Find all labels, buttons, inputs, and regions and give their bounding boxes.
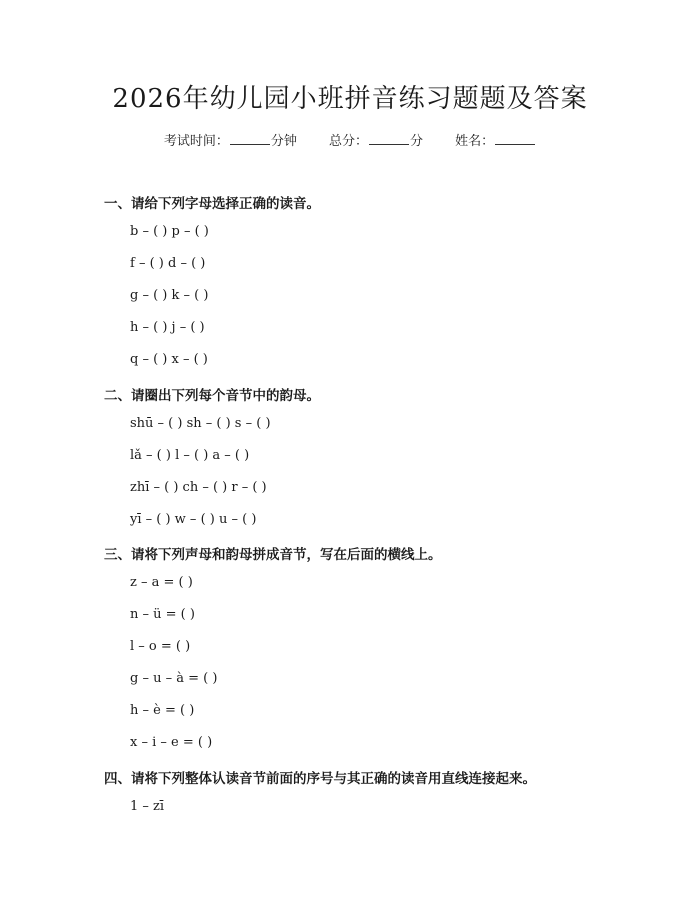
question-line: h – è = ( ) [130, 703, 195, 718]
exam-time-unit: 分钟 [270, 134, 297, 149]
question-line: h – ( ) j – ( ) [130, 320, 205, 335]
question-line: f – ( ) d – ( ) [130, 256, 206, 271]
question-line: g – u – à = ( ) [130, 671, 218, 686]
section-3-heading: 三、请将下列声母和韵母拼成音节，写在后面的横线上。 [104, 547, 442, 563]
total-score-label: 总分： [328, 134, 368, 149]
question-line: 1 – zī [130, 799, 165, 814]
question-line: zhī – ( ) ch – ( ) r – ( ) [130, 480, 267, 495]
question-line: shū – ( ) sh – ( ) s – ( ) [130, 416, 271, 431]
page-title: 2026年幼儿园小班拼音练习题题及答案 [112, 84, 588, 114]
name-blank[interactable] [495, 132, 535, 145]
section-2-heading: 二、请圈出下列每个音节中的韵母。 [104, 388, 320, 404]
question-line: x – i – e = ( ) [130, 735, 213, 750]
question-line: l – o = ( ) [130, 639, 191, 654]
exam-time-blank[interactable] [230, 132, 270, 145]
question-line: yī – ( ) w – ( ) u – ( ) [130, 512, 257, 527]
question-line: lǎ – ( ) l – ( ) a – ( ) [130, 448, 250, 463]
total-score-field [329, 134, 427, 149]
total-score-unit: 分 [410, 134, 424, 149]
exam-time-field [164, 134, 301, 149]
name-label: 姓名： [455, 134, 495, 149]
section-1-heading: 一、请给下列字母选择正确的读音。 [104, 196, 320, 212]
question-line: b – ( ) p – ( ) [130, 224, 209, 239]
question-line: g – ( ) k – ( ) [130, 288, 209, 303]
question-line: n – ü = ( ) [130, 607, 195, 622]
total-score-blank[interactable] [369, 132, 409, 145]
name-field [455, 134, 536, 149]
exam-info-bar [0, 130, 700, 149]
exam-time-label: 考试时间： [163, 134, 229, 149]
section-4-heading: 四、请将下列整体认读音节前面的序号与其正确的读音用直线连接起来。 [104, 771, 536, 787]
question-line: q – ( ) x – ( ) [130, 352, 208, 367]
question-line: z – a = ( ) [130, 575, 193, 590]
